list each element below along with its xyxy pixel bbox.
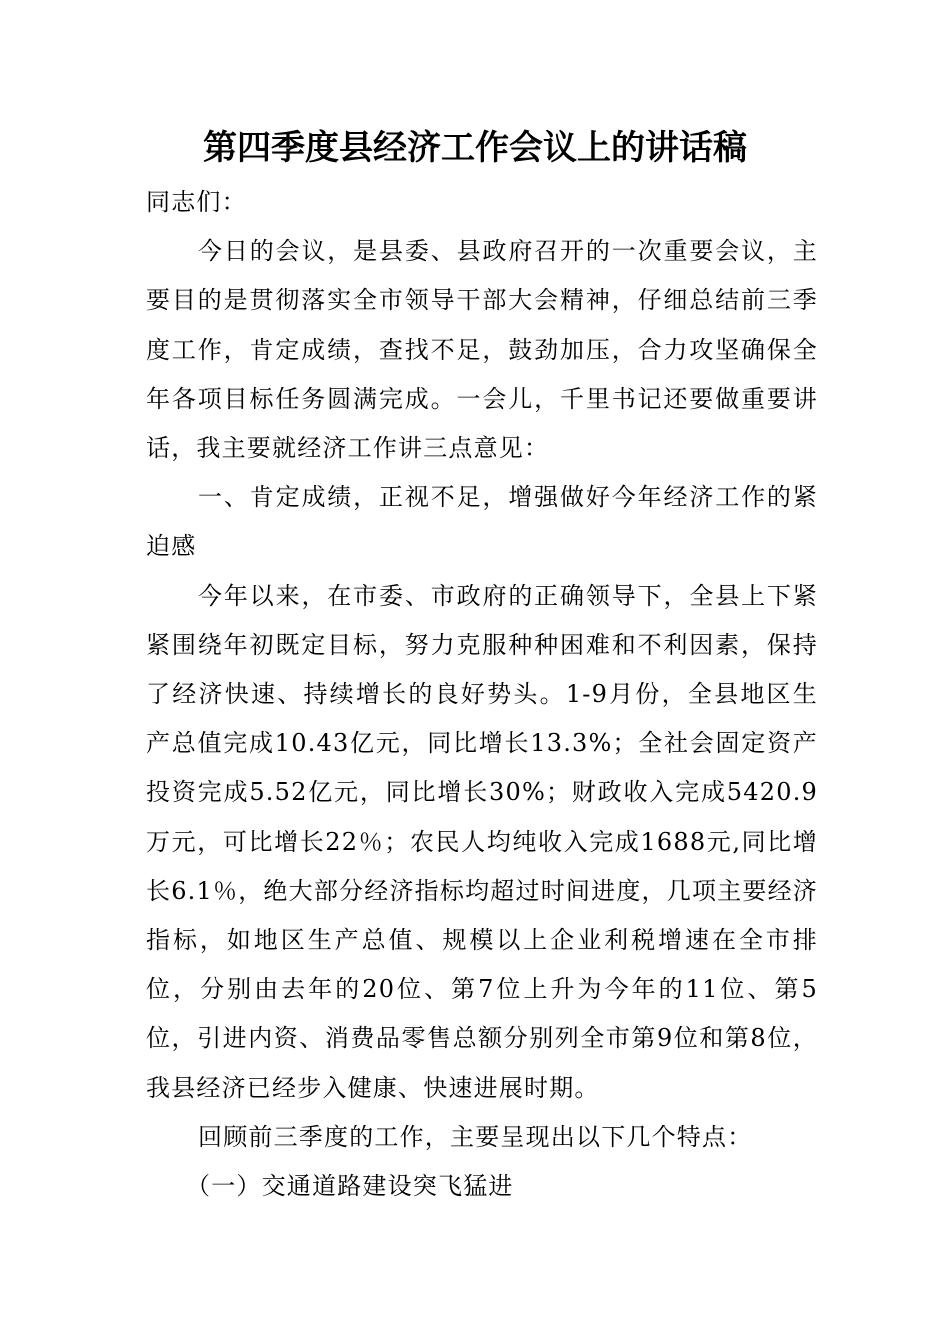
paragraph-opening: 今日的会议，是县委、县政府召开的一次重要会议，主要目的是贯彻落实全市领导干部大会精神，仔细总结前三季度工作，肯定成绩，查找不足，鼓劲加压，合力攻坚确保全年各项目标任务圆满完成。一会儿，千里书记还要做重要讲话，我主要就经济工作讲三点意见： [146,237,818,463]
section-heading-1: 一、肯定成绩，正视不足，增强做好今年经济工作的紧迫感 [146,483,818,561]
salutation: 同志们： [146,188,247,216]
document-title: 第四季度县经济工作会议上的讲话稿 [203,128,747,168]
subsection-heading-1: （一）交通道路建设突飞猛进 [186,1172,514,1201]
paragraph-achievements: 今年以来，在市委、市政府的正确领导下，全县上下紧紧围绕年初既定目标，努力克服种种困难和不利因素，保持了经济快速、持续增长的良好势头。1-9月份，全县地区生产总值完成10.43亿元，同比增长13.3%；全社会固定资产投资完成5.52亿元，同比增长30%；财政收入完成5420.9万元，可比增长22％；农民人均纯收入完成1688元,同比增长6.1％，绝大部分经济指标均超过时间进度，几项主要经济指标，如地区生产总值、规模以上企业利税增速在全市排位，分别由去年的20位、第7位上升为今年的11位、第5位，引进内资、消费品零售总额分别列全市第9位和第8位，我县经济已经步入健康、快速进展时期。 [146,581,818,1102]
paragraph-review: 回顾前三季度的工作，主要呈现出以下几个特点： [198,1122,753,1151]
document-body [146,178,818,1211]
